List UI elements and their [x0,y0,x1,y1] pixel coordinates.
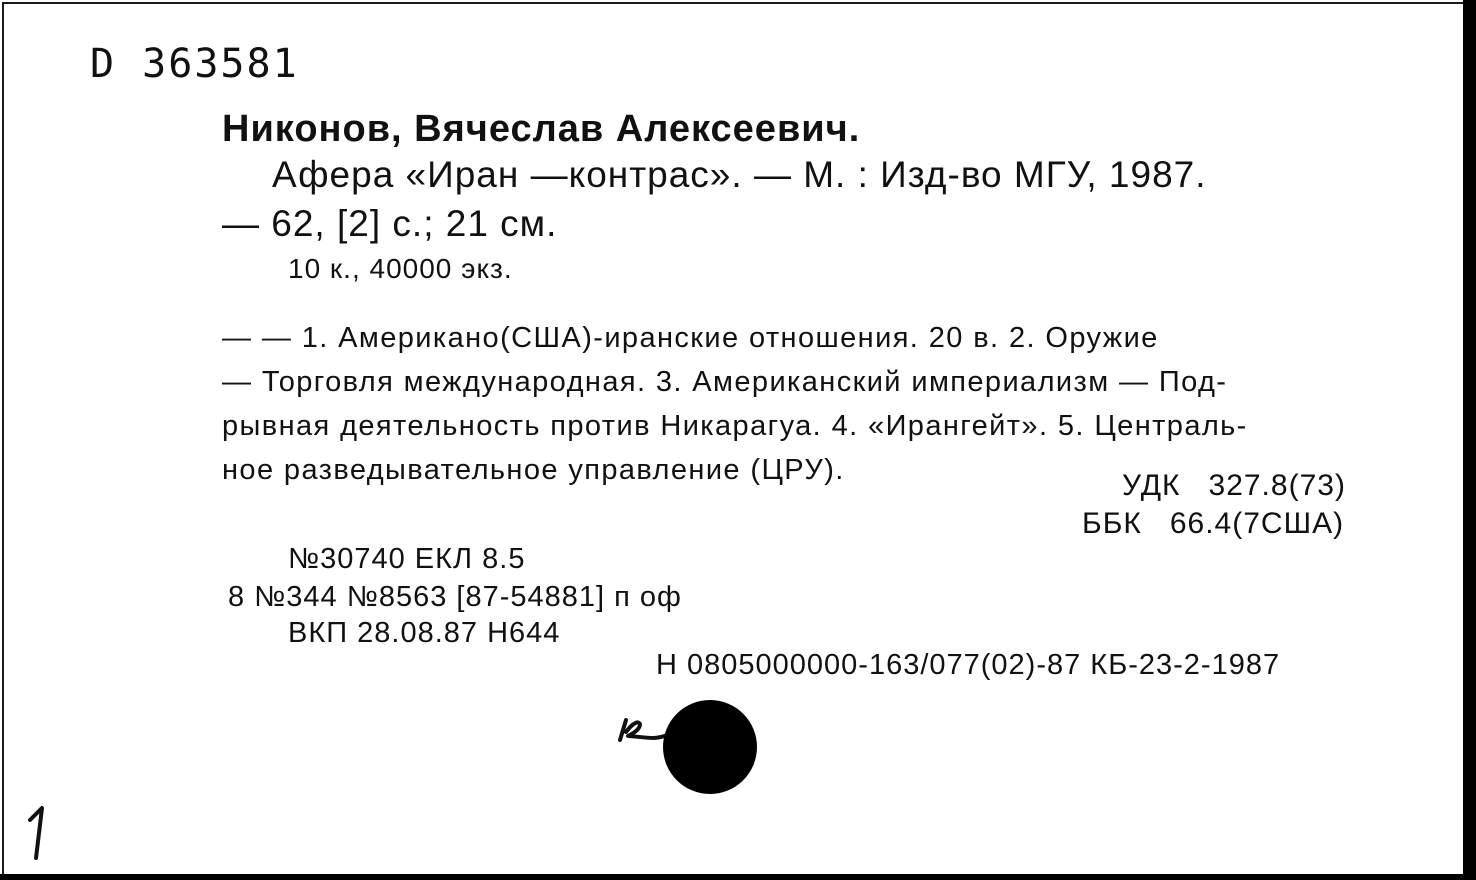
handwritten-mark-and-dot [610,690,770,810]
subject-line: — — 1. Американо(США)-иранские отношения. 20 в. 2. Оружие [222,322,1159,354]
title-imprint-line: Афера «Иран —контрас». — М. : Изд-во МГУ, 1987. [272,154,1207,195]
technical-line-2: 8 №344 №8563 [87-54881] п оф [228,581,682,613]
technical-line-3: ВКП 28.08.87 Н644 [288,617,561,649]
subject-line: ное разведывательное управление (ЦРУ). [222,454,845,486]
bbk-classification: ББК 66.4(7США) [1082,507,1345,540]
subject-line: — Торговля международная. 3. Американский империализм — Под- [222,366,1228,398]
technical-line-1: №30740 ЕКЛ 8.5 [288,543,526,575]
subject-line: рывная деятельность против Никарагуа. 4. «Ирангейт». 5. Централь- [222,410,1248,442]
author-heading: Никонов, Вячеслав Алексеевич. [222,108,861,150]
subject-headings [222,316,1248,492]
call-number: D 363581 [90,41,299,87]
pagination-line: — 62, [2] с.; 21 см. [222,203,558,244]
card-bottom-edge [0,874,1476,880]
black-dot-icon [663,700,757,794]
price-print-run-line: 10 к., 40000 экз. [288,253,513,284]
card-right-edge [1463,0,1476,880]
handwritten-numeral-icon [20,800,60,864]
catalog-number-line: Н 0805000000-163/077(02)-87 КБ-23-2-1987 [656,649,1281,681]
udk-classification: УДК 327.8(73) [1122,469,1346,502]
